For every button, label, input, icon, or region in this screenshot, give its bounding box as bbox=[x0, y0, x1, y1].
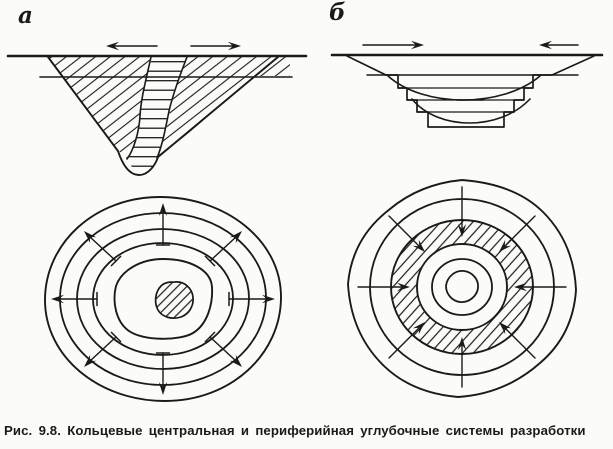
pit-slope-left bbox=[347, 56, 386, 75]
panel-b-label: б bbox=[329, 0, 346, 26]
hatched-center-block bbox=[156, 282, 194, 318]
surface-arrows-converging bbox=[363, 41, 578, 49]
plan-view-central-system bbox=[45, 197, 281, 401]
figure-caption: Рис. 9.8. Кольцевые центральная и периферийная углубочные системы разработки bbox=[4, 423, 586, 438]
plan-view-peripheral-system bbox=[348, 180, 576, 397]
contour-ring-5 bbox=[432, 259, 492, 315]
contour-ring-6 bbox=[446, 271, 478, 302]
panel-a-label: а bbox=[18, 2, 33, 29]
contour-ring-4 bbox=[417, 244, 507, 330]
radial-arrows-inward bbox=[358, 187, 566, 387]
cross-section-a bbox=[8, 42, 306, 175]
deepening-curve-lower bbox=[412, 99, 530, 123]
cross-section-b bbox=[332, 41, 602, 127]
surface-arrows-diverging bbox=[106, 42, 241, 50]
pit-slope-right bbox=[552, 56, 594, 75]
